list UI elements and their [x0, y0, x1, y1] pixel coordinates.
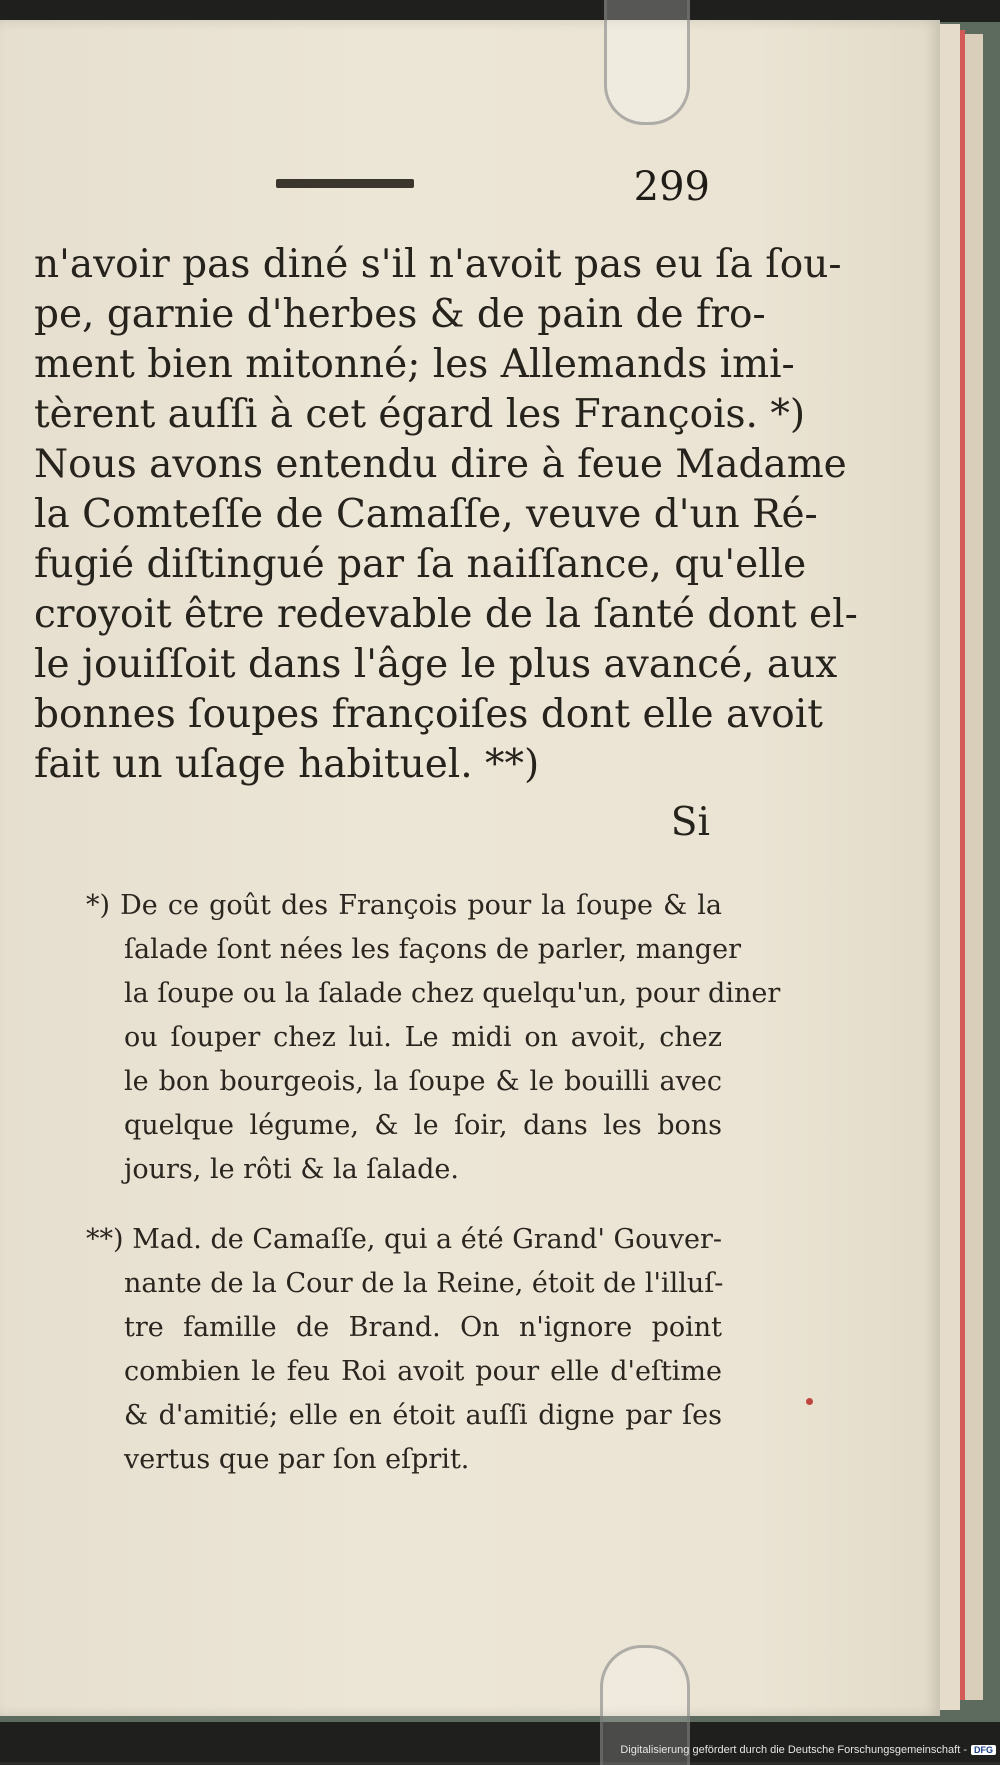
body-line: pe, garnie d'herbes & de pain de fro-: [34, 292, 766, 337]
body-line: fugié diſtingué par ſa naiſſance, qu'elle: [34, 542, 807, 587]
footnote-line: ſalade ſont nées les façons de parler, manger: [124, 934, 741, 965]
body-line: croyoit être redevable de la ſanté dont el-: [34, 592, 858, 637]
footnote-line: la ſoupe ou la ſalade chez quelqu'un, pour diner: [124, 978, 781, 1009]
footnote-line: vertus que par ſon eſprit.: [124, 1444, 470, 1475]
digitization-credit: [620, 1744, 996, 1756]
footnote-line: quelque légume, & le ſoir, dans les bons: [124, 1110, 722, 1141]
dfg-logo: DFG: [971, 1745, 996, 1755]
red-page-edge: [960, 30, 965, 1700]
header-rule: [276, 179, 414, 188]
page-stack-edge: [965, 34, 983, 1700]
footnote-line: tre famille de Brand. On n'ignore point: [124, 1312, 722, 1343]
footnote-2: [86, 1218, 722, 1482]
footnote-marker: *): [86, 890, 111, 921]
footnote-line: jours, le rôti & la ſalade.: [124, 1154, 459, 1185]
body-text: [34, 240, 858, 790]
credit-text: Digitalisierung gefördert durch die Deutsche Forschungsgemeinschaft -: [620, 1744, 967, 1756]
footnote-line: nante de la Cour de la Reine, étoit de l'illuſ-: [124, 1268, 724, 1299]
body-line: la Comteſſe de Camaſſe, veuve d'un Ré-: [34, 492, 818, 537]
footnotes: [86, 884, 781, 1482]
body-line: ment bien mitonné; les Allemands imi-: [34, 342, 795, 387]
body-line: fait un uſage habituel. **): [34, 742, 540, 787]
page-clip-top: [604, 0, 690, 125]
footnote-line: **) Mad. de Camaſſe, qui a été Grand' Gouver-: [86, 1224, 722, 1255]
footnote-line: & d'amitié; elle en étoit auſſi digne par ſes: [124, 1400, 722, 1431]
footnote-1: [86, 884, 781, 1192]
body-line: bonnes ſoupes françoiſes dont elle avoit: [34, 692, 823, 737]
footnote-line: le bon bourgeois, la ſoupe & le bouilli avec: [124, 1066, 722, 1097]
body-line: Nous avons entendu dire à feue Madame: [34, 442, 847, 487]
body-line: le jouiſſoit dans l'âge le plus avancé, aux: [34, 642, 838, 687]
footnote-line: *) De ce goût des François pour la ſoupe & la: [86, 890, 722, 921]
footnote-marker: **): [86, 1224, 124, 1255]
ink-speck: [806, 1398, 813, 1405]
body-line: tèrent auſſi à cet égard les François. *): [34, 392, 806, 437]
footnote-line: combien le feu Roi avoit pour elle d'eſtime: [124, 1356, 722, 1387]
footnote-line: ou ſouper chez lui. Le midi on avoit, chez: [124, 1022, 722, 1053]
catchword: Si: [670, 800, 710, 845]
page-number: 299: [633, 164, 710, 210]
body-line: n'avoir pas diné s'il n'avoit pas eu ſa ſou-: [34, 242, 842, 287]
